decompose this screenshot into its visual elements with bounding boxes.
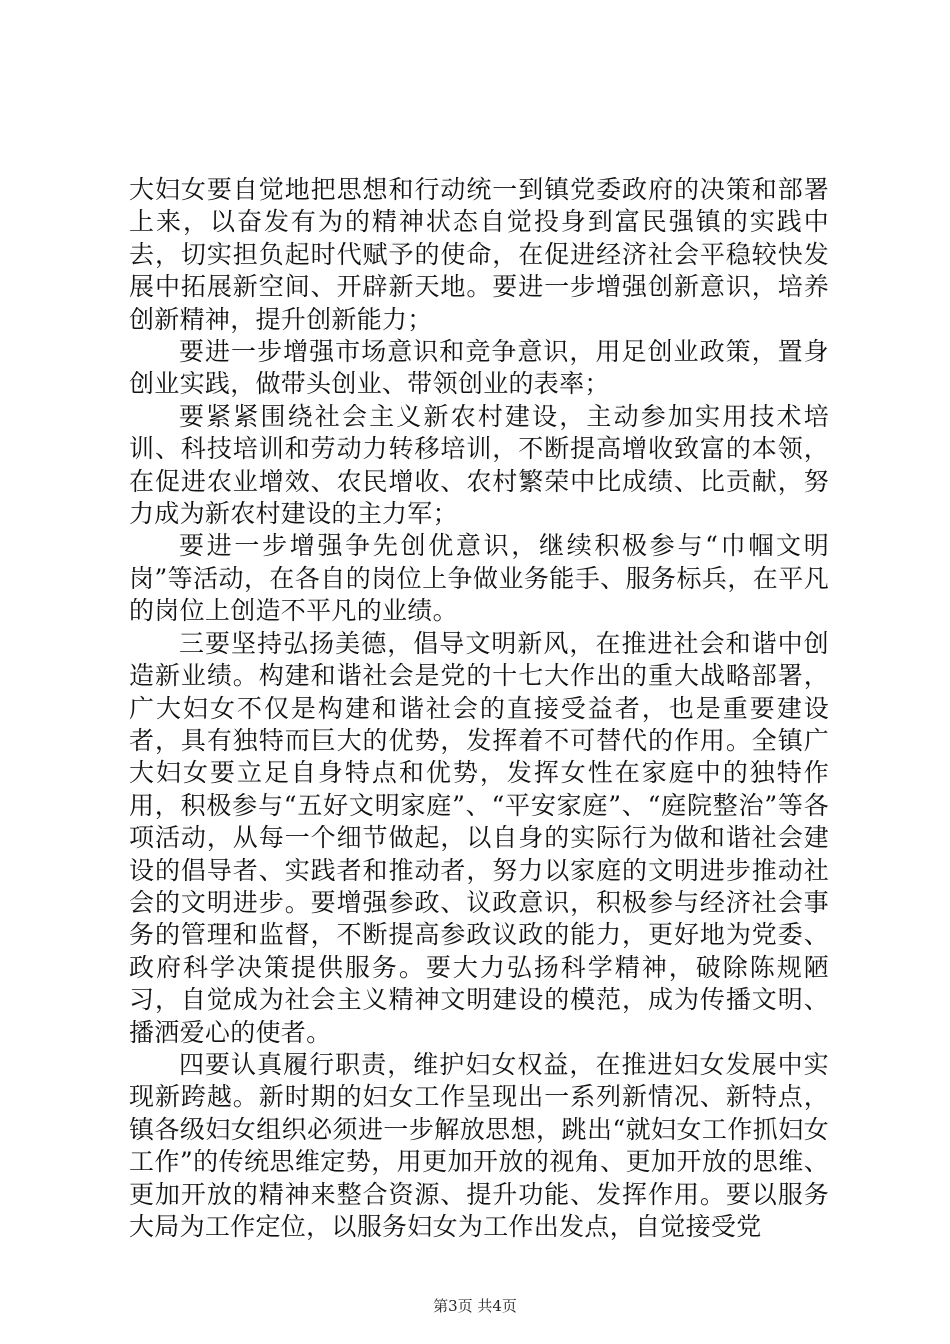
page-footer [0,1297,950,1315]
document-body [129,174,829,1243]
paragraph-2: 要进一步增强市场意识和竞争意识，用足创业政策，置身创业实践，做带头创业、带领创业的表率； [129,337,829,399]
paragraph-4: 要进一步增强争先创优意识，继续积极参与“巾帼文明岗”等活动，在各自的岗位上争做业务能手、服务标兵，在平凡的岗位上创造不平凡的业绩。 [129,531,829,626]
paragraph-3: 要紧紧围绕社会主义新农村建设，主动参加实用技术培训、科技培训和劳动力转移培训，不断提高增收致富的本领，在促进农业增效、农民增收、农村繁荣中比成绩、比贡献，努力成为新农村建设的主力军； [129,401,829,529]
paragraph-6: 四要认真履行职责，维护妇女权益，在推进妇女发展中实现新跨越。新时期的妇女工作呈现出一系列新情况、新特点，镇各级妇女组织必须进一步解放思想，跳出“就妇女工作抓妇女工作”的传统思维定势，用更加开放的视角、更加开放的思维、更加开放的精神来整合资源、提升功能、发挥作用。要以服务大局为工作定位，以服务妇女为工作出发点，自觉接受党 [129,1049,829,1241]
paragraph-1: 大妇女要自觉地把思想和行动统一到镇党委政府的决策和部署上来，以奋发有为的精神状态自觉投身到富民强镇的实践中去，切实担负起时代赋予的使命，在促进经济社会平稳较快发展中拓展新空间、开辟新天地。要进一步增强创新意识，培养创新精神，提升创新能力； [129,175,829,334]
page-number-label: 第3页 共4页 [433,1297,517,1315]
paragraph-5: 三要坚持弘扬美德，倡导文明新风，在推进社会和谐中创造新业绩。构建和谐社会是党的十七大作出的重大战略部署，广大妇女不仅是构建和谐社会的直接受益者，也是重要建设者，具有独特而巨大的优势，发挥着不可替代的作用。全镇广大妇女要立足自身特点和优势，发挥女性在家庭中的独特作用，积极参与“五好文明家庭”、“平安家庭”、“庭院整治”等各项活动，从每一个细节做起，以自身的实际行为做和谐社会建设的倡导者、实践者和推动者，努力以家庭的文明进步推动社会的文明进步。要增强参政、议政意识，积极参与经济社会事务的管理和监督，不断提高参政议政的能力，更好地为党委、政府科学决策提供服务。要大力弘扬科学精神，破除陈规陋习，自觉成为社会主义精神文明建设的模范，成为传播文明、播洒爱心的使者。 [129,628,829,1047]
